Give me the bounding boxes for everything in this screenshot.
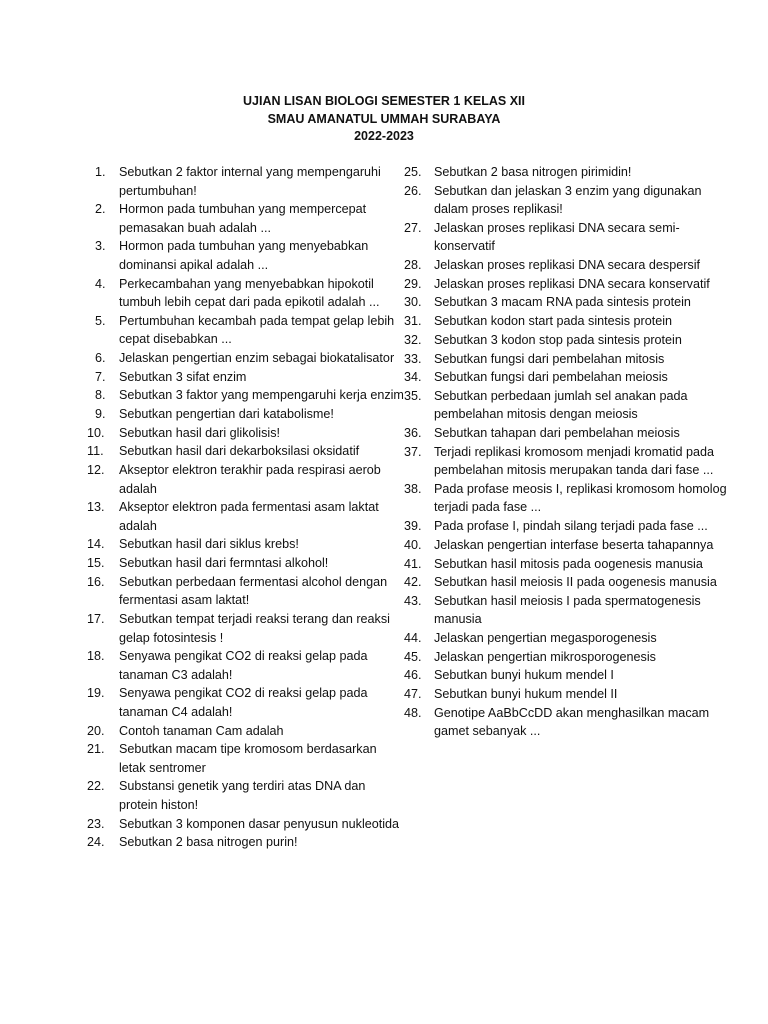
- question-text: Sebutkan hasil dari dekarboksilasi oksidatif: [119, 444, 360, 459]
- question-text: Hormon pada tumbuhan yang mempercepat pemasakan buah adalah ...: [119, 202, 367, 235]
- question-number: 5.: [95, 313, 106, 328]
- question-item: [404, 666, 730, 685]
- question-item: [95, 405, 405, 424]
- question-item: [95, 312, 405, 349]
- question-item: [87, 573, 405, 610]
- question-number: 43.: [404, 593, 422, 608]
- question-item: [404, 256, 730, 275]
- question-item: [404, 536, 730, 555]
- question-text: Akseptor elektron terakhir pada respirasi aerob adalah: [119, 463, 381, 496]
- question-text: Sebutkan fungsi dari pembelahan meiosis: [434, 370, 668, 385]
- question-number: 17.: [87, 612, 105, 626]
- question-text: Sebutkan bunyi hukum mendel II: [434, 687, 618, 702]
- question-number: 48.: [404, 705, 422, 720]
- question-text: Sebutkan tempat terjadi reaksi terang dan reaksi gelap fotosintesis !: [119, 612, 390, 645]
- question-item: [87, 461, 405, 498]
- question-number: 30.: [404, 295, 422, 310]
- question-text: Sebutkan 3 sifat enzim: [119, 369, 247, 384]
- question-number: 26.: [404, 183, 422, 198]
- question-item: [87, 647, 405, 684]
- school-name: SMAU AMANATUL UMMAH SURABAYA: [267, 111, 501, 126]
- question-text: Jelaskan pengertian megasporogenesis: [434, 631, 657, 646]
- question-item: [404, 517, 730, 536]
- question-number: 29.: [404, 276, 422, 291]
- question-text: Sebutkan hasil meiosis II pada oogenesis manusia: [434, 575, 717, 590]
- question-number: 40.: [404, 537, 422, 552]
- question-item: [87, 684, 405, 721]
- question-text: Sebutkan 3 faktor yang mempengaruhi kerja enzim: [119, 388, 404, 403]
- question-text: Sebutkan bunyi hukum mendel I: [434, 668, 614, 683]
- question-text: Pada profase I, pindah silang terjadi pada fase ...: [434, 519, 708, 534]
- question-item: [87, 610, 405, 647]
- question-text: Senyawa pengikat CO2 di reaksi gelap pada tanaman C3 adalah!: [119, 649, 368, 682]
- question-text: Pada profase meosis I, replikasi kromosom homolog terjadi pada fase ...: [434, 481, 727, 515]
- question-text: Jelaskan proses replikasi DNA secara despersif: [434, 258, 700, 273]
- question-text: Sebutkan macam tipe kromosom berdasarkan letak sentromer: [119, 742, 377, 775]
- question-text: Sebutkan hasil dari fermntasi alkohol!: [119, 556, 329, 571]
- question-text: Jelaskan proses replikasi DNA secara konservatif: [434, 276, 710, 291]
- question-text: Genotipe AaBbCcDD akan menghasilkan macam gamet sebanyak ...: [434, 705, 710, 739]
- question-text: Terjadi replikasi kromosom menjadi kromatid pada pembelahan mitosis merupakan tanda dari fase ...: [434, 444, 714, 478]
- question-number: 7.: [95, 369, 106, 384]
- question-text: Akseptor elektron pada fermentasi asam laktat adalah: [119, 500, 379, 533]
- question-item: [87, 498, 405, 535]
- question-number: 14.: [87, 537, 105, 552]
- question-number: 34.: [404, 370, 422, 385]
- question-item: [95, 386, 405, 405]
- question-item: [404, 387, 730, 424]
- question-number: 25.: [404, 165, 422, 179]
- question-item: [87, 777, 405, 814]
- question-text: Sebutkan 3 komponen dasar penyusun nukleotida: [119, 816, 400, 831]
- question-item: [95, 275, 405, 312]
- question-number: 33.: [404, 351, 422, 366]
- question-item: [87, 535, 405, 554]
- question-number: 11.: [87, 444, 104, 459]
- question-text: Sebutkan hasil dari glikolisis!: [119, 425, 281, 440]
- question-item: [404, 480, 730, 517]
- question-number: 39.: [404, 519, 422, 534]
- question-number: 4.: [95, 276, 106, 291]
- question-number: 15.: [87, 556, 105, 571]
- question-number: 28.: [404, 258, 422, 273]
- question-number: 12.: [87, 463, 105, 478]
- question-number: 18.: [87, 649, 105, 664]
- question-number: 35.: [404, 388, 422, 403]
- question-item: [404, 293, 730, 312]
- question-item: [95, 163, 405, 200]
- question-item: [404, 704, 730, 741]
- question-number: 2.: [95, 202, 106, 217]
- question-text: Sebutkan hasil mitosis pada oogenesis manusia: [434, 556, 703, 571]
- question-text: Sebutkan hasil dari siklus krebs!: [119, 537, 299, 552]
- document-header: [0, 93, 768, 146]
- question-item: [404, 368, 730, 387]
- question-text: Sebutkan tahapan dari pembelahan meiosis: [434, 426, 680, 441]
- question-number: 27.: [404, 220, 422, 235]
- question-text: Sebutkan 2 basa nitrogen purin!: [119, 835, 298, 850]
- question-number: 32.: [404, 332, 422, 347]
- question-text: Sebutkan perbedaan fermentasi alcohol dengan fermentasi asam laktat!: [119, 574, 388, 608]
- question-text: Sebutkan dan jelaskan 3 enzim yang digunakan dalam proses replikasi!: [434, 183, 702, 217]
- question-number: 19.: [87, 686, 105, 701]
- school-year: 2022-2023: [354, 129, 414, 143]
- question-number: 37.: [404, 444, 422, 459]
- question-item: [404, 275, 730, 294]
- question-list-right: [404, 163, 730, 741]
- question-item: [404, 629, 730, 648]
- question-text: Sebutkan hasil meiosis I pada spermatogenesis manusia: [434, 593, 701, 627]
- question-number: 36.: [404, 426, 422, 441]
- question-number: 23.: [87, 816, 105, 831]
- question-number: 3.: [95, 239, 106, 254]
- question-item: [404, 219, 730, 256]
- question-text: Jelaskan pengertian interfase beserta tahapannya: [434, 537, 714, 552]
- question-number: 42.: [404, 575, 422, 590]
- question-item: [87, 740, 405, 777]
- question-text: Sebutkan 3 macam RNA pada sintesis protein: [434, 295, 691, 310]
- question-list-left: [87, 163, 405, 852]
- question-item: [404, 573, 730, 592]
- exam-title: UJIAN LISAN BIOLOGI SEMESTER 1 KELAS XII: [243, 94, 525, 108]
- question-item: [87, 833, 405, 852]
- question-text: Jelaskan pengertian mikrosporogenesis: [434, 649, 656, 664]
- question-item: [95, 349, 405, 368]
- question-item: [95, 368, 405, 387]
- question-text: Sebutkan 2 basa nitrogen pirimidin!: [434, 165, 632, 179]
- question-item: [404, 331, 730, 350]
- question-item: [404, 648, 730, 667]
- question-number: 20.: [87, 723, 105, 738]
- question-text: Sebutkan pengertian dari katabolisme!: [119, 407, 334, 421]
- question-text: Sebutkan kodon start pada sintesis protein: [434, 314, 673, 329]
- question-text: Contoh tanaman Cam adalah: [119, 723, 284, 738]
- question-item: [95, 237, 405, 274]
- question-item: [404, 312, 730, 331]
- question-number: 45.: [404, 649, 422, 664]
- question-number: 22.: [87, 779, 105, 794]
- question-text: Sebutkan 3 kodon stop pada sintesis protein: [434, 332, 682, 347]
- question-text: Perkecambahan yang menyebabkan hipokotil tumbuh lebih cepat dari pada epikotil adalah ...: [119, 276, 380, 310]
- question-item: [87, 442, 405, 461]
- question-item: [87, 554, 405, 573]
- question-item: [95, 200, 405, 237]
- question-item: [404, 163, 730, 182]
- question-text: Jelaskan pengertian enzim sebagai biokatalisator: [119, 350, 395, 365]
- question-number: 46.: [404, 668, 422, 683]
- question-item: [87, 424, 405, 443]
- question-item: [404, 424, 730, 443]
- question-text: Hormon pada tumbuhan yang menyebabkan dominansi apikal adalah ...: [119, 239, 369, 272]
- question-item: [404, 592, 730, 629]
- question-number: 10.: [87, 425, 105, 440]
- question-number: 6.: [95, 350, 106, 365]
- question-number: 44.: [404, 631, 422, 646]
- question-text: Sebutkan perbedaan jumlah sel anakan pada pembelahan mitosis dengan meiosis: [434, 388, 688, 422]
- question-item: [404, 555, 730, 574]
- question-text: Jelaskan proses replikasi DNA secara semi-konservatif: [434, 220, 680, 254]
- question-text: Substansi genetik yang terdiri atas DNA dan protein histon!: [119, 779, 366, 812]
- question-item: [404, 685, 730, 704]
- question-number: 31.: [404, 314, 422, 329]
- question-text: Sebutkan 2 faktor internal yang mempengaruhi pertumbuhan!: [119, 165, 381, 198]
- question-number: 1.: [95, 165, 106, 179]
- question-item: [404, 443, 730, 480]
- question-item: [404, 182, 730, 219]
- question-text: Senyawa pengikat CO2 di reaksi gelap pada tanaman C4 adalah!: [119, 686, 368, 719]
- question-text: Pertumbuhan kecambah pada tempat gelap lebih cepat disebabkan ...: [119, 313, 395, 347]
- question-number: 13.: [87, 500, 105, 515]
- question-item: [404, 350, 730, 369]
- question-text: Sebutkan fungsi dari pembelahan mitosis: [434, 351, 665, 366]
- question-number: 47.: [404, 687, 422, 702]
- question-number: 38.: [404, 481, 422, 496]
- question-number: 9.: [95, 407, 106, 421]
- question-number: 8.: [95, 388, 106, 403]
- question-item: [87, 815, 405, 834]
- question-number: 41.: [404, 556, 422, 571]
- question-item: [87, 722, 405, 741]
- question-number: 21.: [87, 742, 105, 757]
- question-number: 24.: [87, 835, 105, 850]
- question-number: 16.: [87, 574, 105, 589]
